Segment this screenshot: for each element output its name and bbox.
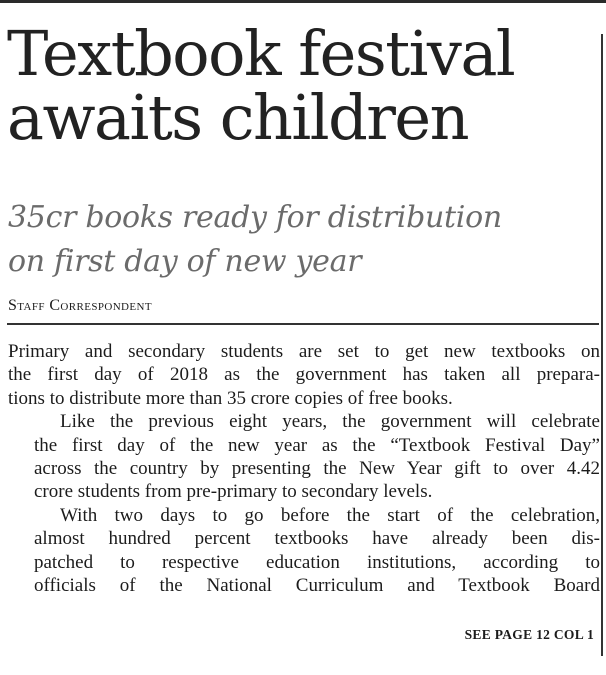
body-line: across the country by presenting the New Year gift to over 4.42 [34, 458, 600, 480]
column-rule [601, 34, 603, 656]
subhead-line-1: 35cr books ready for distribution [8, 200, 502, 235]
body-line: officials of the National Curriculum and Textbook Board [34, 575, 600, 597]
subhead-line-2: on first day of new year [8, 244, 362, 279]
article-body [8, 340, 600, 597]
top-rule [0, 0, 606, 3]
headline-line-1: Textbook festival [7, 17, 515, 90]
body-line: Primary and secondary students are set to get new textbooks on [8, 341, 600, 362]
body-line: crore students from pre-primary to secondary levels. [34, 481, 433, 503]
headline [7, 17, 597, 154]
byline: Staff Correspondent [8, 297, 152, 314]
paragraph-3 [8, 504, 600, 598]
headline-line-2: awaits children [7, 81, 469, 154]
body-line: almost hundred percent textbooks have already been dis- [34, 528, 600, 550]
body-line: Like the previous eight years, the government will celebrate [60, 411, 600, 433]
body-line: With two days to go before the start of the celebration, [60, 504, 600, 526]
paragraph-2 [8, 410, 600, 504]
body-line: the first day of 2018 as the government has taken all prepara- [8, 364, 600, 386]
body-line: the first day of the new year as the “Textbook Festival Day” [34, 434, 600, 456]
continued-jump-line: SEE PAGE 12 COL 1 [464, 627, 594, 642]
paragraph-1 [8, 340, 600, 410]
subheadline [8, 196, 598, 284]
body-line: tions to distribute more than 35 crore copies of free books. [8, 387, 453, 409]
body-line: patched to respective education institutions, according to [34, 551, 600, 573]
byline-rule [7, 323, 599, 325]
